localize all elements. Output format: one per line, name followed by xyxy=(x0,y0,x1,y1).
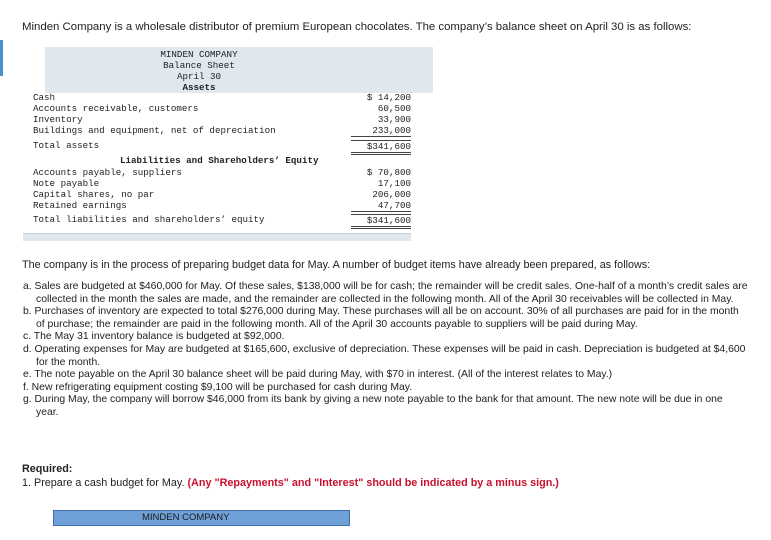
answer-table-header: MINDEN COMPANY xyxy=(53,510,350,526)
assets-heading: Assets xyxy=(182,82,216,93)
row-label: Total assets xyxy=(33,140,100,151)
row-label: Accounts payable, suppliers xyxy=(33,167,182,178)
accent-bar xyxy=(0,40,3,76)
list-item: e. The note payable on the April 30 balance sheet will be paid during May, with $70 in interest. (All of the interest relates to May.) xyxy=(23,369,613,381)
row-value: 47,700 xyxy=(351,200,411,212)
row-value: 33,900 xyxy=(377,114,411,125)
total-assets-row xyxy=(33,140,411,151)
list-item: d. Operating expenses for May are budgeted at $165,600, exclusive of depreciation. These expenses will be paid in cash. Depreciation is budgeted at $4,600 for the month. xyxy=(23,343,746,368)
row-label: Cash xyxy=(33,92,56,103)
list-item: a. Sales are budgeted at $460,000 for May. Of these sales, $138,000 will be for cash; the remainder will be credit sales. One-half of a month’s credit sales are collected in the month the sales are made, and the remainder are collected in the following month. All of the April 30 receivables will be collected in May. xyxy=(23,281,748,305)
list-item: f. New refrigerating equipment costing $9,100 will be purchased for cash during May. xyxy=(23,381,413,393)
balance-sheet-header xyxy=(45,47,433,93)
required-item-note: (Any "Repayments" and "Interest" should be indicated by a minus sign.) xyxy=(187,477,559,489)
total-liabilities-row xyxy=(33,214,411,225)
table-row xyxy=(33,200,411,211)
row-value: 60,500 xyxy=(377,103,411,114)
table-row xyxy=(33,114,411,125)
row-value: 17,100 xyxy=(377,178,411,189)
budget-items-list xyxy=(23,281,748,420)
company-name: MINDEN COMPANY xyxy=(160,49,238,60)
sheet-date: April 30 xyxy=(176,71,222,82)
row-label: Total liabilities and shareholders’ equity xyxy=(33,214,265,225)
row-value: $341,600 xyxy=(351,140,411,155)
liabilities-heading: Liabilities and Shareholders’ Equity xyxy=(120,155,319,166)
row-label: Retained earnings xyxy=(33,200,127,211)
required-item-1 xyxy=(22,477,559,490)
balance-sheet xyxy=(23,47,413,93)
list-item: c. The May 31 inventory balance is budgeted at $92,000. xyxy=(23,331,285,343)
table-footer-bar xyxy=(23,233,411,241)
row-value: $ 70,800 xyxy=(366,167,411,178)
row-label: Buildings and equipment, net of depreciation xyxy=(33,125,276,136)
table-row xyxy=(33,92,411,103)
row-label: Capital shares, no par xyxy=(33,189,155,200)
required-item-text: 1. Prepare a cash budget for May. xyxy=(22,477,185,489)
list-item: b. Purchases of inventory are expected to total $276,000 during May. These purchases will all be on account. 30% of all purchases are paid for in the month of purchase; the remainder are paid in the following month. All of the April 30 accounts payable to suppliers will be paid during May. xyxy=(23,306,739,330)
sheet-title: Balance Sheet xyxy=(163,60,235,71)
row-value: 233,000 xyxy=(351,125,411,137)
row-value: $ 14,200 xyxy=(366,92,411,103)
row-label: Accounts receivable, customers xyxy=(33,103,199,114)
table-row xyxy=(33,189,411,200)
row-label: Inventory xyxy=(33,114,83,125)
row-value: 206,000 xyxy=(372,189,411,200)
table-row xyxy=(33,125,411,136)
list-item: g. During May, the company will borrow $46,000 from its bank by giving a new note payable to the bank for that amount. The new note will be due in one year. xyxy=(23,394,723,418)
budget-intro-text: The company is in the process of preparing budget data for May. A number of budget items have already been prepared, as follows: xyxy=(22,259,651,271)
table-row xyxy=(33,178,411,189)
table-row xyxy=(33,103,411,114)
row-label: Note payable xyxy=(33,178,100,189)
intro-text: Minden Company is a wholesale distributor of premium European chocolates. The company’s balance sheet on April 30 is as follows: xyxy=(22,21,692,33)
table-row xyxy=(33,167,411,178)
row-value: $341,600 xyxy=(351,214,411,229)
required-heading: Required: xyxy=(22,463,73,475)
